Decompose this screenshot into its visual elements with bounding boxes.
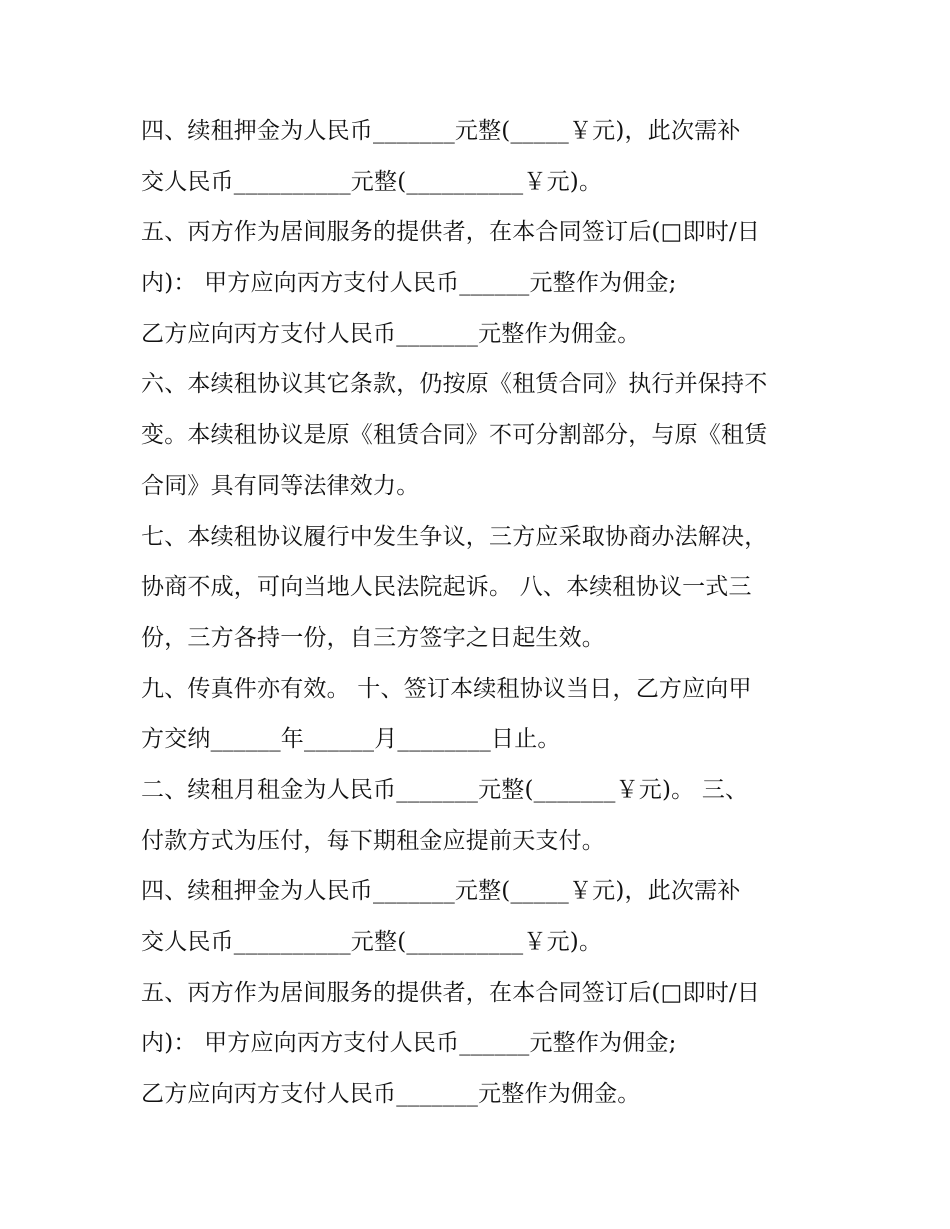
text-line: 内)： 甲方应向丙方支付人民币______元整作为佣金;: [141, 1030, 677, 1057]
text-line: 四、续租押金为人民币_______元整(_____￥元)，此次需补: [141, 118, 741, 144]
text-line: 协商不成，可向当地人民法院起诉。 八、本续租协议一式三: [141, 574, 752, 601]
text-line: 七、本续租协议履行中发生争议，三方应采取协商办法解决，: [141, 523, 768, 550]
text-line: 乙方应向丙方支付人民币_______元整作为佣金。: [141, 320, 641, 347]
text-line: 合同》具有同等法律效力。: [141, 472, 420, 499]
text-line: 九、传真件亦有效。 十、签订本续租协议当日，乙方应向甲: [141, 675, 752, 702]
text-line: 份，三方各持一份，自三方签字之日起生效。: [141, 624, 605, 651]
text-line: 内)： 甲方应向丙方支付人民币______元整作为佣金;: [141, 270, 677, 297]
text-line: 五、丙方作为居间服务的提供者，在本合同签订后(□即时/日: [141, 219, 761, 246]
text-line: 交人民币__________元整(__________￥元)。: [141, 168, 603, 195]
text-line: 付款方式为压付，每下期租金应提前天支付。: [141, 827, 605, 854]
text-line: 变。本续租协议是原《租赁合同》不可分割部分，与原《租赁: [141, 422, 768, 449]
text-line: 交人民币__________元整(__________￥元)。: [141, 929, 603, 955]
text-line: 二、续租月租金为人民币_______元整(_______￥元)。 三、: [141, 776, 749, 803]
text-line: 五、丙方作为居间服务的提供者，在本合同签订后(□即时/日: [141, 979, 761, 1006]
text-line: 乙方应向丙方支付人民币_______元整作为佣金。: [141, 1081, 641, 1108]
text-line: 方交纳______年______月________日止。: [141, 726, 561, 753]
text-line: 六、本续租协议其它条款，仍按原《租赁合同》执行并保持不: [141, 371, 768, 398]
document-body: [141, 106, 831, 1120]
text-line: 四、续租押金为人民币_______元整(_____￥元)，此次需补: [141, 878, 741, 905]
